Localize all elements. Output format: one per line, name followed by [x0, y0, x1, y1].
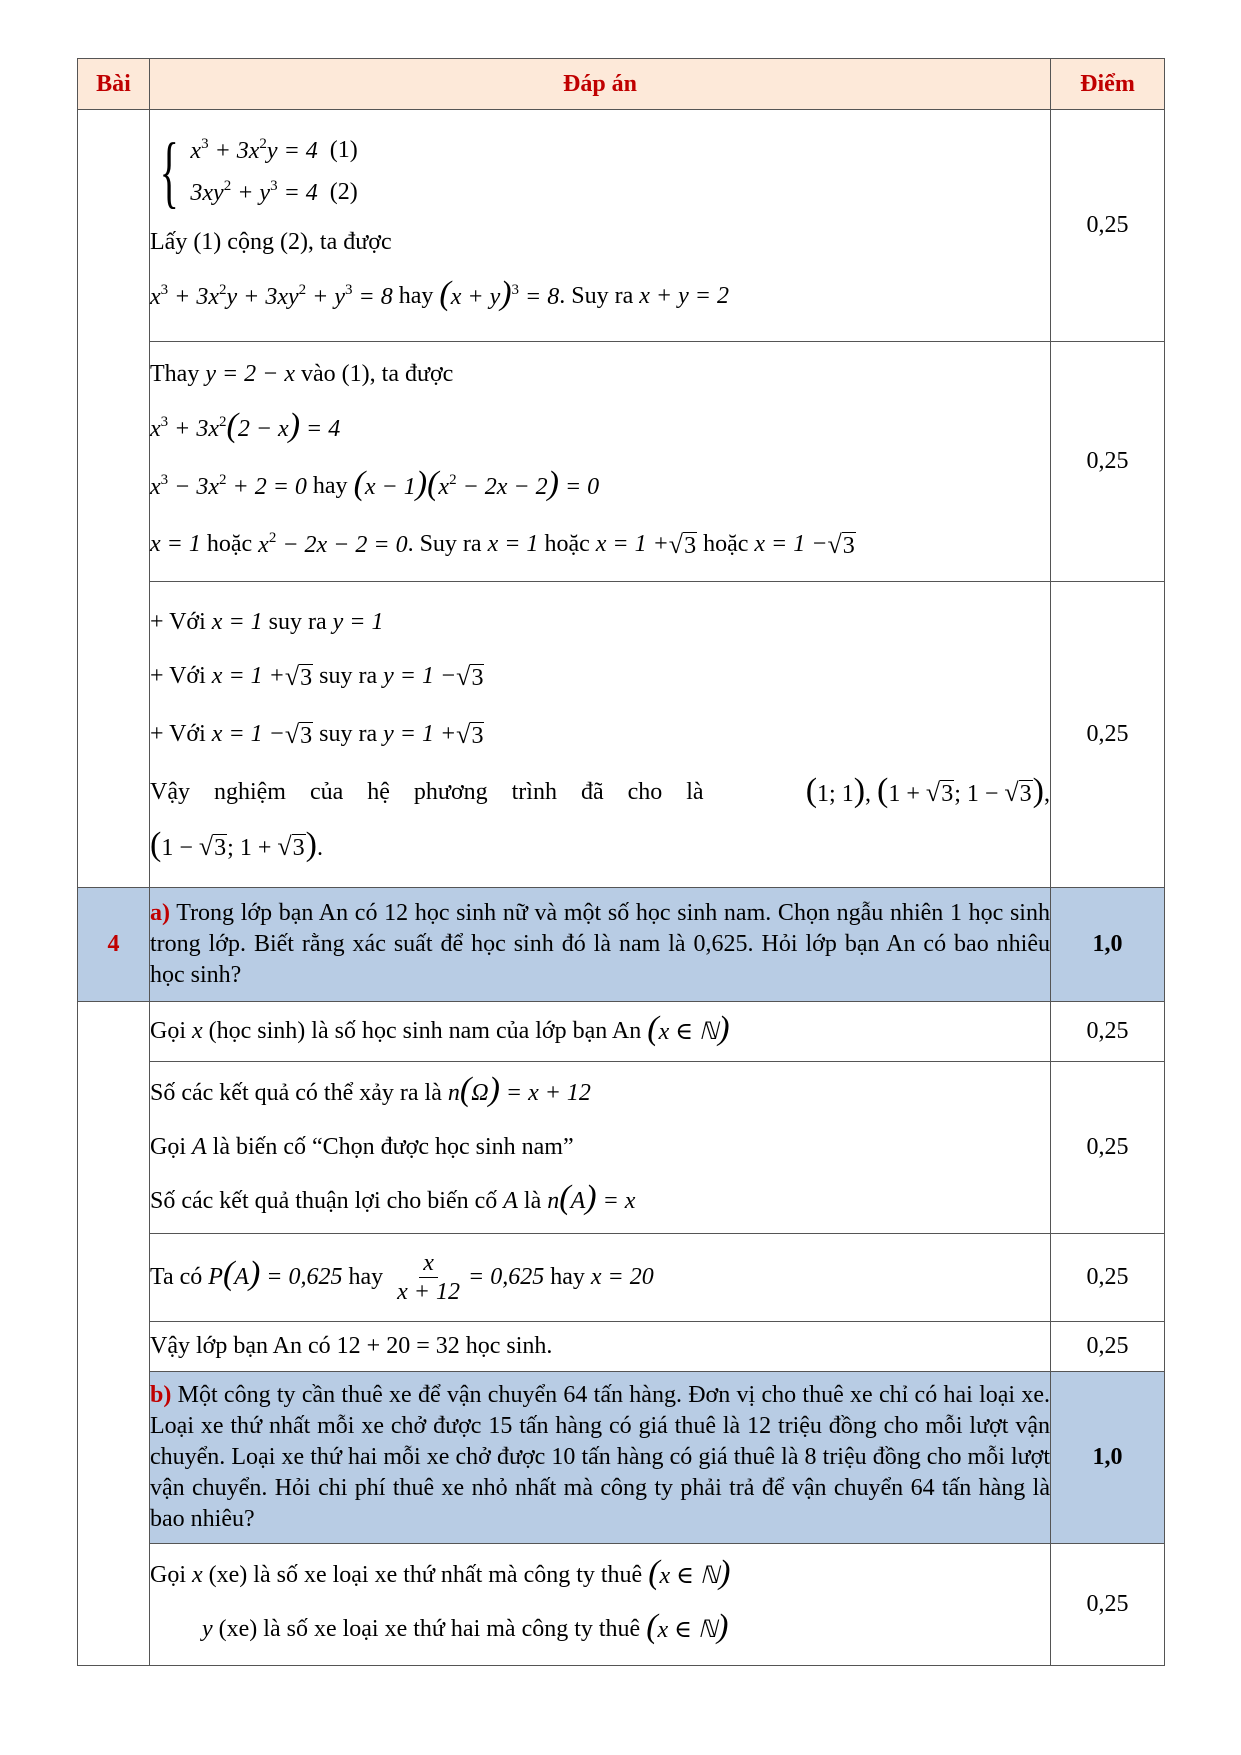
question-row	[78, 1372, 1165, 1544]
table-row	[78, 1322, 1165, 1372]
header-bai: Bài	[78, 59, 150, 110]
answer-cell	[150, 342, 1051, 582]
table-row	[78, 342, 1165, 582]
score-cell: 0,25	[1051, 582, 1165, 888]
score-cell: 1,0	[1051, 1372, 1165, 1544]
line-math: $x^3 + 3x^2(2 - x) = 4$	[150, 407, 341, 444]
header-dap-an: Đáp án	[150, 59, 1051, 110]
table-row	[78, 1544, 1165, 1666]
bai-cell-empty	[78, 1002, 150, 1666]
answer-cell	[150, 582, 1051, 888]
bai-cell-empty	[78, 110, 150, 888]
line-math: (1 − √3; 1 + √3).	[150, 825, 323, 863]
score-cell: 0,25	[1051, 1544, 1165, 1666]
table-header-row	[78, 59, 1165, 110]
line-math: + Với x = 1 + √3 suy ra y = 1 − √3	[150, 661, 484, 691]
line-text: Lấy (1) cộng (2), ta được	[150, 229, 392, 255]
table-row	[78, 110, 1165, 342]
line-math: + Với x = 1 − √3 suy ra y = 1 + √3	[150, 719, 484, 749]
answer-cell: Gọi x (học sinh) là số học sinh nam của lớp bạn An (x ∈ ℕ)	[150, 1002, 1051, 1062]
line-math: x = 1 hoặc $x^2 - 2x - 2 = 0$ . Suy ra x = 1 hoặc x = 1 + √3 hoặc x = 1 − √3	[150, 529, 855, 559]
score-cell: 0,25	[1051, 1002, 1165, 1062]
score-cell: 0,25	[1051, 1322, 1165, 1372]
table-row	[78, 1234, 1165, 1322]
line-math: Thay y = 2 − x vào (1), ta được	[150, 361, 454, 387]
question-cell: a) Trong lớp bạn An có 12 học sinh nữ và một số học sinh nam. Chọn ngẫu nhiên 1 học sinh trong lớp. Biết rằng xác suất để học sinh đó là nam là 0,625. Hỏi lớp bạn An có bao nhiêu học sinh?	[150, 888, 1051, 1002]
line-math: + Với x = 1 suy ra y = 1	[150, 609, 384, 635]
answer-table	[77, 58, 1165, 1666]
table-row	[78, 1002, 1165, 1062]
table-row	[78, 1062, 1165, 1234]
bai-number: 4	[78, 888, 150, 1002]
question-row	[78, 888, 1165, 1002]
line-math: $x^3 + 3x^2y + 3xy^2 + y^3 = 8$ hay $(x + y)^3 = 8$ . Suy ra x + y = 2	[150, 275, 729, 312]
answer-cell	[150, 110, 1051, 342]
score-cell: 0,25	[1051, 1234, 1165, 1322]
score-cell: 1,0	[1051, 888, 1165, 1002]
line-math: Vậy nghiệm của hệ phương trình đã cho là (1; 1), (1 + √3; 1 − √3),	[150, 771, 1050, 809]
score-cell: 0,25	[1051, 1062, 1165, 1234]
equation-system: { $x^3 + 3x^2y = 4$ (1) $3xy^2 + y^3 = 4$ (2)	[159, 127, 358, 216]
answer-cell: Ta có P(A) = 0,625 hay $\frac{x}{x + 12}$ = 0,625 hay x = 20	[150, 1234, 1051, 1322]
answer-cell: Số các kết quả có thể xảy ra là n(Ω) = x + 12 Gọi A là biến cố “Chọn được học sinh nam” Số các kết quả thuận lợi cho biến cố A là n(A) = x	[150, 1062, 1051, 1234]
score-cell: 0,25	[1051, 342, 1165, 582]
header-diem: Điểm	[1051, 59, 1165, 110]
answer-cell: Vậy lớp bạn An có 12 + 20 = 32 học sinh.	[150, 1322, 1051, 1372]
line-math: $x^3 - 3x^2 + 2 = 0$ hay $(x - 1)(x^2 - 2x - 2) = 0$	[150, 465, 600, 502]
answer-cell: Gọi x (xe) là số xe loại xe thứ nhất mà công ty thuê (x ∈ ℕ) y (xe) là số xe loại xe thứ hai mà công ty thuê (x ∈ ℕ)	[150, 1544, 1051, 1666]
question-cell: b) Một công ty cần thuê xe để vận chuyển 64 tấn hàng. Đơn vị cho thuê xe chỉ có hai loại xe. Loại xe thứ nhất mỗi xe chở được 15 tấn hàng có giá thuê là 12 triệu đồng cho mỗi lượt vận chuyển. Loại xe thứ hai mỗi xe chở được 10 tấn hàng có giá thuê là 8 triệu đồng cho mỗi lượt vận chuyển. Hỏi chi phí thuê xe nhỏ nhất mà công ty phải trả để vận chuyển 64 tấn hàng là bao nhiêu?	[150, 1372, 1051, 1544]
table-row	[78, 582, 1165, 888]
score-cell: 0,25	[1051, 110, 1165, 342]
